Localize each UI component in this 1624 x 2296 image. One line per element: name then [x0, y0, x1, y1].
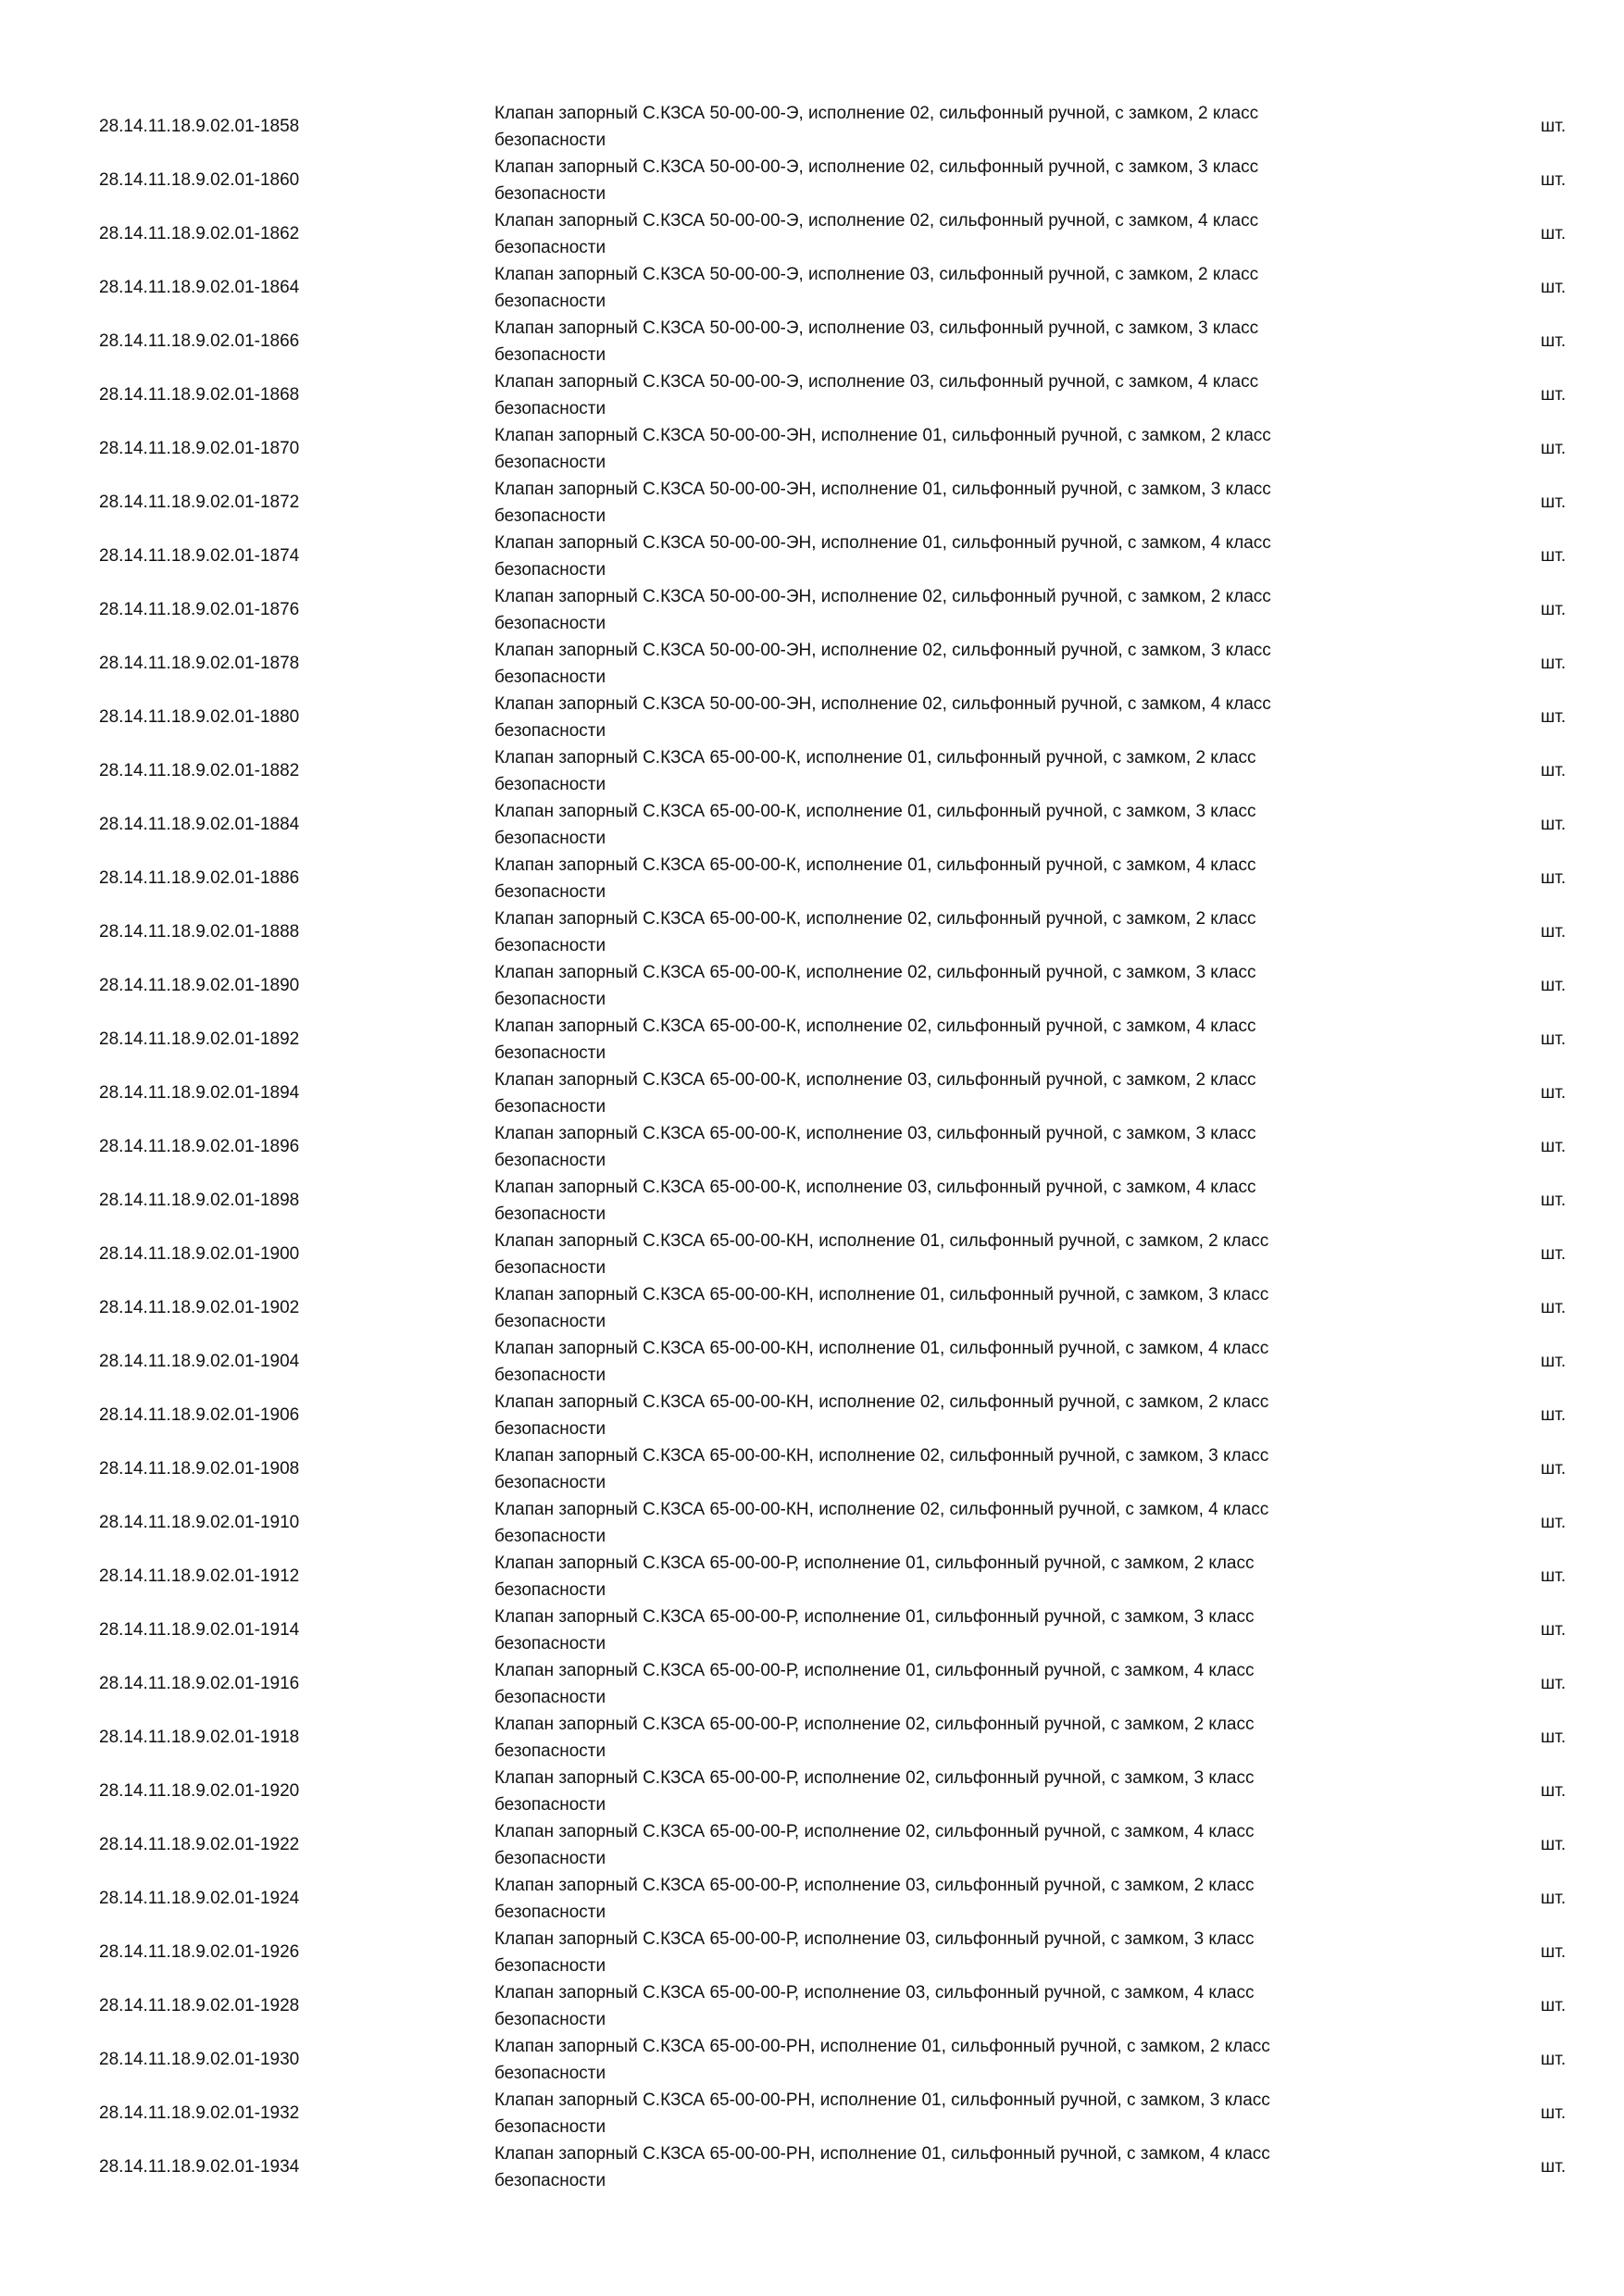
table-row	[0, 1013, 1624, 1067]
item-description-line-2: безопасности	[494, 506, 606, 526]
item-unit: шт.	[1541, 1191, 1567, 1210]
item-description-line-2: безопасности	[494, 1258, 606, 1278]
item-description-line-1: Клапан запорный С.КЗСА 65-00-00-К, исполнение 01, сильфонный ручной, с замком, 2 класс	[494, 748, 1256, 767]
table-row	[0, 1442, 1624, 1496]
item-description-line-1: Клапан запорный С.КЗСА 65-00-00-Р, исполнение 02, сильфонный ручной, с замком, 2 класс	[494, 1715, 1255, 1734]
item-code: 28.14.11.18.9.02.01-1910	[99, 1513, 300, 1532]
item-unit: шт.	[1541, 278, 1567, 297]
item-unit: шт.	[1541, 1083, 1567, 1103]
item-description-line-2: безопасности	[494, 453, 606, 472]
item-code: 28.14.11.18.9.02.01-1874	[99, 546, 300, 566]
table-row	[0, 1711, 1624, 1765]
item-unit: шт.	[1541, 224, 1567, 243]
item-description	[494, 1281, 1420, 1335]
item-description	[494, 476, 1420, 530]
item-description-line-1: Клапан запорный С.КЗСА 50-00-00-ЭН, исполнение 01, сильфонный ручной, с замком, 2 класс	[494, 426, 1271, 445]
table-row	[0, 1281, 1624, 1335]
table-row	[0, 1765, 1624, 1818]
table-row	[0, 1174, 1624, 1228]
table-row	[0, 744, 1624, 798]
item-unit: шт.	[1541, 1835, 1567, 1854]
item-description-line-1: Клапан запорный С.КЗСА 65-00-00-К, исполнение 02, сильфонный ручной, с замком, 3 класс	[494, 963, 1256, 982]
item-code: 28.14.11.18.9.02.01-1880	[99, 707, 300, 727]
item-unit: шт.	[1541, 1674, 1567, 1693]
item-description-line-2: безопасности	[494, 668, 606, 687]
item-code: 28.14.11.18.9.02.01-1864	[99, 278, 300, 297]
item-description-line-1: Клапан запорный С.КЗСА 50-00-00-ЭН, исполнение 02, сильфонный ручной, с замком, 2 класс	[494, 587, 1271, 606]
table-row	[0, 798, 1624, 852]
item-description-line-2: безопасности	[494, 399, 606, 418]
item-code: 28.14.11.18.9.02.01-1914	[99, 1620, 300, 1640]
item-description	[494, 1442, 1420, 1496]
item-description	[494, 1872, 1420, 1926]
item-description-line-2: безопасности	[494, 1580, 606, 1600]
item-description-line-2: безопасности	[494, 882, 606, 902]
price-list-table	[0, 100, 1624, 2194]
item-description-line-1: Клапан запорный С.КЗСА 65-00-00-К, исполнение 01, сильфонный ручной, с замком, 4 класс	[494, 855, 1256, 875]
item-unit: шт.	[1541, 2103, 1567, 2123]
item-description	[494, 261, 1420, 315]
item-description-line-2: безопасности	[494, 2064, 606, 2083]
item-code: 28.14.11.18.9.02.01-1930	[99, 2050, 300, 2069]
item-description	[494, 422, 1420, 476]
item-description	[494, 1389, 1420, 1442]
table-row	[0, 1228, 1624, 1281]
item-unit: шт.	[1541, 868, 1567, 888]
table-row	[0, 1389, 1624, 1442]
item-code: 28.14.11.18.9.02.01-1890	[99, 976, 300, 995]
item-description	[494, 1550, 1420, 1603]
item-description-line-1: Клапан запорный С.КЗСА 50-00-00-ЭН, исполнение 02, сильфонный ручной, с замком, 4 класс	[494, 694, 1271, 714]
table-row	[0, 691, 1624, 744]
item-description-line-2: безопасности	[494, 345, 606, 365]
item-unit: шт.	[1541, 1620, 1567, 1640]
item-code: 28.14.11.18.9.02.01-1868	[99, 385, 300, 405]
table-row	[0, 905, 1624, 959]
item-description	[494, 1765, 1420, 1818]
item-description	[494, 744, 1420, 798]
item-unit: шт.	[1541, 707, 1567, 727]
item-description-line-2: безопасности	[494, 2117, 606, 2137]
item-description	[494, 154, 1420, 207]
table-row	[0, 1872, 1624, 1926]
item-description	[494, 959, 1420, 1013]
item-description-line-1: Клапан запорный С.КЗСА 65-00-00-РН, исполнение 01, сильфонный ручной, с замком, 3 класс	[494, 2090, 1270, 2110]
item-description-line-1: Клапан запорный С.КЗСА 65-00-00-Р, исполнение 03, сильфонный ручной, с замком, 2 класс	[494, 1876, 1255, 1895]
table-row	[0, 100, 1624, 154]
item-unit: шт.	[1541, 546, 1567, 566]
item-description	[494, 1711, 1420, 1765]
item-description-line-1: Клапан запорный С.КЗСА 65-00-00-К, исполнение 01, сильфонный ручной, с замком, 3 класс	[494, 802, 1256, 821]
item-unit: шт.	[1541, 976, 1567, 995]
item-description-line-2: безопасности	[494, 1688, 606, 1707]
item-code: 28.14.11.18.9.02.01-1900	[99, 1244, 300, 1264]
table-row	[0, 154, 1624, 207]
item-description-line-2: безопасности	[494, 238, 606, 257]
item-description-line-1: Клапан запорный С.КЗСА 50-00-00-Э, исполнение 03, сильфонный ручной, с замком, 2 класс	[494, 265, 1259, 284]
item-unit: шт.	[1541, 1566, 1567, 1586]
table-row	[0, 1818, 1624, 1872]
item-description-line-2: безопасности	[494, 560, 606, 580]
table-row	[0, 207, 1624, 261]
item-description	[494, 798, 1420, 852]
item-unit: шт.	[1541, 1137, 1567, 1156]
item-description	[494, 637, 1420, 691]
item-description-line-1: Клапан запорный С.КЗСА 65-00-00-Р, исполнение 03, сильфонный ручной, с замком, 4 класс	[494, 1983, 1255, 2003]
item-description-line-2: безопасности	[494, 1366, 606, 1385]
item-description	[494, 1603, 1420, 1657]
table-row	[0, 583, 1624, 637]
table-row	[0, 637, 1624, 691]
item-unit: шт.	[1541, 1244, 1567, 1264]
item-description-line-2: безопасности	[494, 1795, 606, 1815]
table-row	[0, 476, 1624, 530]
item-description-line-2: безопасности	[494, 990, 606, 1009]
item-description-line-2: безопасности	[494, 1849, 606, 1868]
item-unit: шт.	[1541, 1889, 1567, 1908]
item-description-line-1: Клапан запорный С.КЗСА 50-00-00-Э, исполнение 02, сильфонный ручной, с замком, 4 класс	[494, 211, 1259, 231]
table-row	[0, 1335, 1624, 1389]
item-code: 28.14.11.18.9.02.01-1920	[99, 1781, 300, 1801]
item-unit: шт.	[1541, 761, 1567, 780]
item-description-line-1: Клапан запорный С.КЗСА 50-00-00-Э, исполнение 02, сильфонный ручной, с замком, 3 класс	[494, 157, 1259, 177]
item-unit: шт.	[1541, 117, 1567, 136]
item-code: 28.14.11.18.9.02.01-1860	[99, 170, 300, 190]
item-unit: шт.	[1541, 493, 1567, 512]
item-description	[494, 2140, 1420, 2194]
table-row	[0, 2033, 1624, 2087]
item-description	[494, 1013, 1420, 1067]
item-code: 28.14.11.18.9.02.01-1892	[99, 1029, 300, 1049]
item-code: 28.14.11.18.9.02.01-1934	[99, 2157, 300, 2177]
table-row	[0, 1120, 1624, 1174]
item-code: 28.14.11.18.9.02.01-1924	[99, 1889, 300, 1908]
item-code: 28.14.11.18.9.02.01-1916	[99, 1674, 300, 1693]
item-description-line-2: безопасности	[494, 1956, 606, 1976]
item-code: 28.14.11.18.9.02.01-1866	[99, 331, 300, 351]
item-unit: шт.	[1541, 1459, 1567, 1479]
item-unit: шт.	[1541, 1513, 1567, 1532]
item-description-line-1: Клапан запорный С.КЗСА 50-00-00-ЭН, исполнение 02, сильфонный ручной, с замком, 3 класс	[494, 641, 1271, 660]
item-description	[494, 100, 1420, 154]
table-row	[0, 261, 1624, 315]
item-description-line-1: Клапан запорный С.КЗСА 50-00-00-ЭН, исполнение 01, сильфонный ручной, с замком, 3 класс	[494, 480, 1271, 499]
item-unit: шт.	[1541, 1352, 1567, 1371]
item-unit: шт.	[1541, 2157, 1567, 2177]
item-description-line-2: безопасности	[494, 829, 606, 848]
item-description-line-2: безопасности	[494, 721, 606, 741]
item-unit: шт.	[1541, 1298, 1567, 1317]
table-row	[0, 1496, 1624, 1550]
item-code: 28.14.11.18.9.02.01-1882	[99, 761, 300, 780]
table-row	[0, 530, 1624, 583]
item-description	[494, 1818, 1420, 1872]
table-row	[0, 1979, 1624, 2033]
item-description	[494, 905, 1420, 959]
item-unit: шт.	[1541, 1029, 1567, 1049]
item-description-line-2: безопасности	[494, 1151, 606, 1170]
item-description-line-2: безопасности	[494, 614, 606, 633]
item-description-line-1: Клапан запорный С.КЗСА 65-00-00-Р, исполнение 01, сильфонный ручной, с замком, 3 класс	[494, 1607, 1255, 1627]
item-code: 28.14.11.18.9.02.01-1918	[99, 1728, 300, 1747]
item-unit: шт.	[1541, 922, 1567, 942]
item-description-line-1: Клапан запорный С.КЗСА 65-00-00-К, исполнение 03, сильфонный ручной, с замком, 2 класс	[494, 1070, 1256, 1090]
item-description	[494, 1335, 1420, 1389]
item-description	[494, 852, 1420, 905]
item-code: 28.14.11.18.9.02.01-1884	[99, 815, 300, 834]
item-description-line-2: безопасности	[494, 1634, 606, 1653]
item-description-line-1: Клапан запорный С.КЗСА 65-00-00-КН, исполнение 01, сильфонный ручной, с замком, 2 класс	[494, 1231, 1269, 1251]
item-description	[494, 691, 1420, 744]
item-unit: шт.	[1541, 654, 1567, 673]
item-unit: шт.	[1541, 2050, 1567, 2069]
item-description-line-1: Клапан запорный С.КЗСА 65-00-00-Р, исполнение 01, сильфонный ручной, с замком, 2 класс	[494, 1554, 1255, 1573]
table-row	[0, 1603, 1624, 1657]
item-unit: шт.	[1541, 1942, 1567, 1962]
item-description-line-1: Клапан запорный С.КЗСА 65-00-00-КН, исполнение 01, сильфонный ручной, с замком, 4 класс	[494, 1339, 1269, 1358]
item-description	[494, 315, 1420, 368]
item-code: 28.14.11.18.9.02.01-1908	[99, 1459, 300, 1479]
item-description	[494, 207, 1420, 261]
item-code: 28.14.11.18.9.02.01-1906	[99, 1405, 300, 1425]
item-description	[494, 1926, 1420, 1979]
item-unit: шт.	[1541, 439, 1567, 458]
item-code: 28.14.11.18.9.02.01-1902	[99, 1298, 300, 1317]
item-code: 28.14.11.18.9.02.01-1896	[99, 1137, 300, 1156]
item-unit: шт.	[1541, 600, 1567, 619]
item-unit: шт.	[1541, 385, 1567, 405]
item-description-line-2: безопасности	[494, 1741, 606, 1761]
item-unit: шт.	[1541, 1728, 1567, 1747]
item-description	[494, 2033, 1420, 2087]
item-description	[494, 368, 1420, 422]
item-code: 28.14.11.18.9.02.01-1894	[99, 1083, 300, 1103]
item-description	[494, 1067, 1420, 1120]
table-row	[0, 1657, 1624, 1711]
item-description-line-1: Клапан запорный С.КЗСА 65-00-00-РН, исполнение 01, сильфонный ручной, с замком, 4 класс	[494, 2144, 1270, 2164]
item-description-line-2: безопасности	[494, 1312, 606, 1331]
item-description-line-2: безопасности	[494, 1204, 606, 1224]
item-code: 28.14.11.18.9.02.01-1872	[99, 493, 300, 512]
item-code: 28.14.11.18.9.02.01-1926	[99, 1942, 300, 1962]
item-code: 28.14.11.18.9.02.01-1862	[99, 224, 300, 243]
item-description	[494, 1657, 1420, 1711]
item-code: 28.14.11.18.9.02.01-1932	[99, 2103, 300, 2123]
item-description-line-2: безопасности	[494, 1097, 606, 1117]
item-code: 28.14.11.18.9.02.01-1886	[99, 868, 300, 888]
item-unit: шт.	[1541, 1996, 1567, 2015]
item-unit: шт.	[1541, 1781, 1567, 1801]
item-description	[494, 1496, 1420, 1550]
item-description-line-1: Клапан запорный С.КЗСА 50-00-00-Э, исполнение 03, сильфонный ручной, с замком, 3 класс	[494, 318, 1259, 338]
item-description-line-1: Клапан запорный С.КЗСА 50-00-00-ЭН, исполнение 01, сильфонный ручной, с замком, 4 класс	[494, 533, 1271, 553]
item-unit: шт.	[1541, 815, 1567, 834]
item-code: 28.14.11.18.9.02.01-1876	[99, 600, 300, 619]
item-description	[494, 1174, 1420, 1228]
table-row	[0, 1067, 1624, 1120]
item-code: 28.14.11.18.9.02.01-1922	[99, 1835, 300, 1854]
item-unit: шт.	[1541, 331, 1567, 351]
item-description-line-2: безопасности	[494, 936, 606, 955]
item-description-line-1: Клапан запорный С.КЗСА 50-00-00-Э, исполнение 02, сильфонный ручной, с замком, 2 класс	[494, 104, 1259, 123]
item-description-line-1: Клапан запорный С.КЗСА 65-00-00-К, исполнение 02, сильфонный ручной, с замком, 2 класс	[494, 909, 1256, 929]
item-description-line-1: Клапан запорный С.КЗСА 50-00-00-Э, исполнение 03, сильфонный ручной, с замком, 4 класс	[494, 372, 1259, 392]
item-description-line-1: Клапан запорный С.КЗСА 65-00-00-Р, исполнение 01, сильфонный ручной, с замком, 4 класс	[494, 1661, 1255, 1680]
item-code: 28.14.11.18.9.02.01-1912	[99, 1566, 300, 1586]
item-description	[494, 583, 1420, 637]
item-unit: шт.	[1541, 1405, 1567, 1425]
item-code: 28.14.11.18.9.02.01-1870	[99, 439, 300, 458]
table-row	[0, 2087, 1624, 2140]
item-description-line-2: безопасности	[494, 775, 606, 794]
item-description-line-1: Клапан запорный С.КЗСА 65-00-00-КН, исполнение 01, сильфонный ручной, с замком, 3 класс	[494, 1285, 1269, 1304]
table-row	[0, 2140, 1624, 2194]
item-code: 28.14.11.18.9.02.01-1898	[99, 1191, 300, 1210]
table-row	[0, 315, 1624, 368]
item-code: 28.14.11.18.9.02.01-1878	[99, 654, 300, 673]
item-description	[494, 530, 1420, 583]
item-description	[494, 1120, 1420, 1174]
item-code: 28.14.11.18.9.02.01-1904	[99, 1352, 300, 1371]
table-row	[0, 368, 1624, 422]
item-description	[494, 2087, 1420, 2140]
item-code: 28.14.11.18.9.02.01-1858	[99, 117, 300, 136]
table-row	[0, 959, 1624, 1013]
item-code: 28.14.11.18.9.02.01-1928	[99, 1996, 300, 2015]
item-description-line-2: безопасности	[494, 1903, 606, 1922]
item-description-line-1: Клапан запорный С.КЗСА 65-00-00-КН, исполнение 02, сильфонный ручной, с замком, 4 класс	[494, 1500, 1269, 1519]
item-description-line-1: Клапан запорный С.КЗСА 65-00-00-Р, исполнение 02, сильфонный ручной, с замком, 4 класс	[494, 1822, 1255, 1841]
item-description-line-1: Клапан запорный С.КЗСА 65-00-00-РН, исполнение 01, сильфонный ручной, с замком, 2 класс	[494, 2037, 1270, 2056]
item-description-line-2: безопасности	[494, 1419, 606, 1439]
item-description	[494, 1979, 1420, 2033]
table-row	[0, 852, 1624, 905]
item-description-line-2: безопасности	[494, 2010, 606, 2029]
item-description-line-1: Клапан запорный С.КЗСА 65-00-00-К, исполнение 02, сильфонный ручной, с замком, 4 класс	[494, 1017, 1256, 1036]
item-description-line-1: Клапан запорный С.КЗСА 65-00-00-Р, исполнение 02, сильфонный ручной, с замком, 3 класс	[494, 1768, 1255, 1788]
item-description-line-1: Клапан запорный С.КЗСА 65-00-00-Р, исполнение 03, сильфонный ручной, с замком, 3 класс	[494, 1929, 1255, 1949]
item-description-line-2: безопасности	[494, 1043, 606, 1063]
item-description-line-2: безопасности	[494, 184, 606, 204]
table-row	[0, 422, 1624, 476]
item-description-line-2: безопасности	[494, 1473, 606, 1492]
item-unit: шт.	[1541, 170, 1567, 190]
table-row	[0, 1926, 1624, 1979]
item-code: 28.14.11.18.9.02.01-1888	[99, 922, 300, 942]
item-description-line-2: безопасности	[494, 1527, 606, 1546]
item-description-line-2: безопасности	[494, 292, 606, 311]
item-description-line-1: Клапан запорный С.КЗСА 65-00-00-К, исполнение 03, сильфонный ручной, с замком, 4 класс	[494, 1178, 1256, 1197]
table-row	[0, 1550, 1624, 1603]
item-description-line-1: Клапан запорный С.КЗСА 65-00-00-К, исполнение 03, сильфонный ручной, с замком, 3 класс	[494, 1124, 1256, 1143]
item-description-line-1: Клапан запорный С.КЗСА 65-00-00-КН, исполнение 02, сильфонный ручной, с замком, 3 класс	[494, 1446, 1269, 1466]
item-description	[494, 1228, 1420, 1281]
item-description-line-2: безопасности	[494, 131, 606, 150]
item-description-line-1: Клапан запорный С.КЗСА 65-00-00-КН, исполнение 02, сильфонный ручной, с замком, 2 класс	[494, 1392, 1269, 1412]
item-description-line-2: безопасности	[494, 2171, 606, 2190]
